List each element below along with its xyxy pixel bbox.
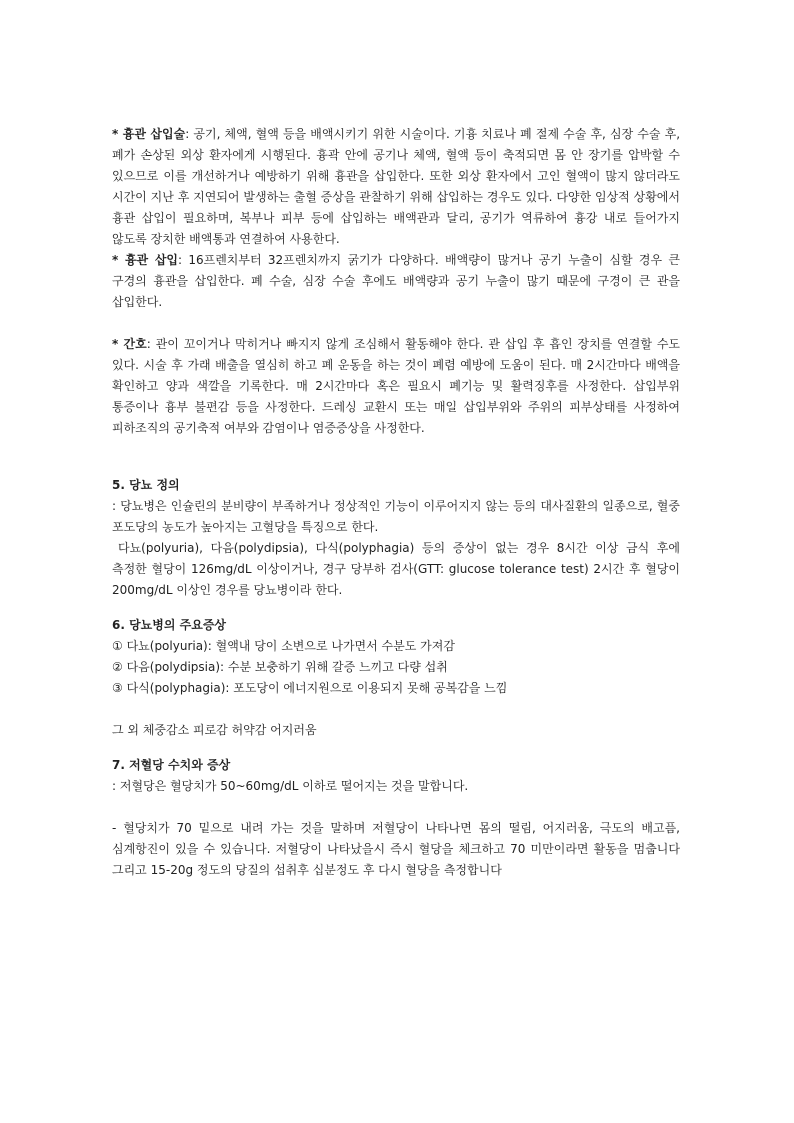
procedure-text: : 공기, 체액, 혈액 등을 배액시키기 위한 시술이다. 기흉 치료나 폐 절제 수술 후, 심장 수술 후, 폐가 손상된 외상 환자에게 시행된다. 흉곽 안에 공기나 체액, 혈액 등이 축적되면 몸 안 장기를 압박할 수 있으므로 이를 개선하거나 예방하기 위해 흉관을 삽입한다. 또한 외상 환자에서 고인 혈액이 많지 않더라도 시간이 지난 후 지연되어 발생하는 출혈 증상을 관찰하기 위해 삽입하는 경우도 있다. 다양한 임상적 상황에서 흉관 삽입이 필요하며, 복부나 피부 등에 삽입하는 배액관과 달리, 공기가 역류하여 흉강 내로 들어가지 않도록 장치한 배액통과 연결하여 사용한다. xyxy=(112,127,681,246)
section5-criteria: 다뇨(polyuria), 다음(polydipsia), 다식(polyphagia) 등의 증상이 없는 경우 8시간 이상 금식 후에 측정한 혈당이 126mg/dL 이상이거나, 경구 당부하 검사(GTT: glucose tolerance test) 2시간 후 혈당이 200mg/dL 이상인 경우를 당뇨병이라 한다. xyxy=(112,541,680,597)
chest-tube-insertion-paragraph xyxy=(112,250,680,313)
insertion-text: : 16프렌치부터 32프렌치까지 굵기가 다양하다. 배액량이 많거나 공기 누출이 심할 경우 큰 구경의 흉관을 삽입한다. 폐 수술, 심장 수술 후에도 배액량과 공기 누출이 많기 때문에 구경이 큰 관을 삽입한다. xyxy=(112,253,680,309)
symptom-item: ② 다음(polydipsia): 수분 보충하기 위해 갈증 느끼고 다량 섭취 xyxy=(112,660,448,674)
section6-heading: 6. 당뇨병의 주요증상 xyxy=(112,618,227,632)
symptom-item: ③ 다식(polyphagia): 포도당이 에너지원으로 이용되지 못해 공복감을 느낌 xyxy=(112,681,508,695)
section7-definition: : 저혈당은 혈당치가 50~60mg/dL 이하로 떨어지는 것을 말합니다. xyxy=(112,779,469,793)
nursing-paragraph xyxy=(112,334,680,439)
nursing-text: : 관이 꼬이거나 막히거나 빠지지 않게 조심해서 활동해야 한다. 관 삽입 후 흡인 장치를 연결할 수도 있다. 시술 후 가래 배출을 열심히 하고 폐 운동을 하는 것이 폐렴 예방에 도움이 된다. 매 2시간마다 배액을 확인하고 양과 색깔을 기록한다. 매 2시간마다 혹은 필요시 폐기능 및 활력징후를 사정한다. 삽입부위 통증이나 흉부 불편감 등을 사정한다. 드레싱 교환시 또는 매일 삽입부위와 주위의 피부상태를 사정하여 피하조직의 공기축적 여부와 감염이나 염증증상을 사정한다. xyxy=(112,337,680,435)
document-page xyxy=(112,124,680,881)
other-symptoms: 그 외 체중감소 피로감 허약감 어지러움 xyxy=(112,723,317,737)
section7-details: - 혈당치가 70 밑으로 내려 가는 것을 말하며 저혈당이 나타나면 몸의 떨림, 어지러움, 극도의 배고픔, 심계항진이 있을 수 있습니다. 저혈당이 나타났을시 즉시 혈당을 체크하고 70 미만이라면 활동을 멈춥니다 그리고 15-20g 정도의 당질의 섭취후 십분정도 후 다시 혈당을 측정합니다 xyxy=(112,821,680,877)
section5-heading: 5. 당뇨 정의 xyxy=(112,478,180,492)
insertion-label: * 흉관 삽입 xyxy=(112,253,178,267)
chest-tube-procedure-paragraph xyxy=(112,124,680,250)
procedure-label: * 흉관 삽입술 xyxy=(112,127,186,141)
symptom-item: ① 다뇨(polyuria): 혈액내 당이 소변으로 나가면서 수분도 가져감 xyxy=(112,639,455,653)
section7-heading: 7. 저혈당 수치와 증상 xyxy=(112,758,231,772)
section5-definition: : 당뇨병은 인슐린의 분비량이 부족하거나 정상적인 기능이 이루어지지 않는 등의 대사질환의 일종으로, 혈중 포도당의 농도가 높아지는 고혈당을 특징으로 한다. xyxy=(112,499,680,534)
nursing-label: * 간호 xyxy=(112,337,147,351)
